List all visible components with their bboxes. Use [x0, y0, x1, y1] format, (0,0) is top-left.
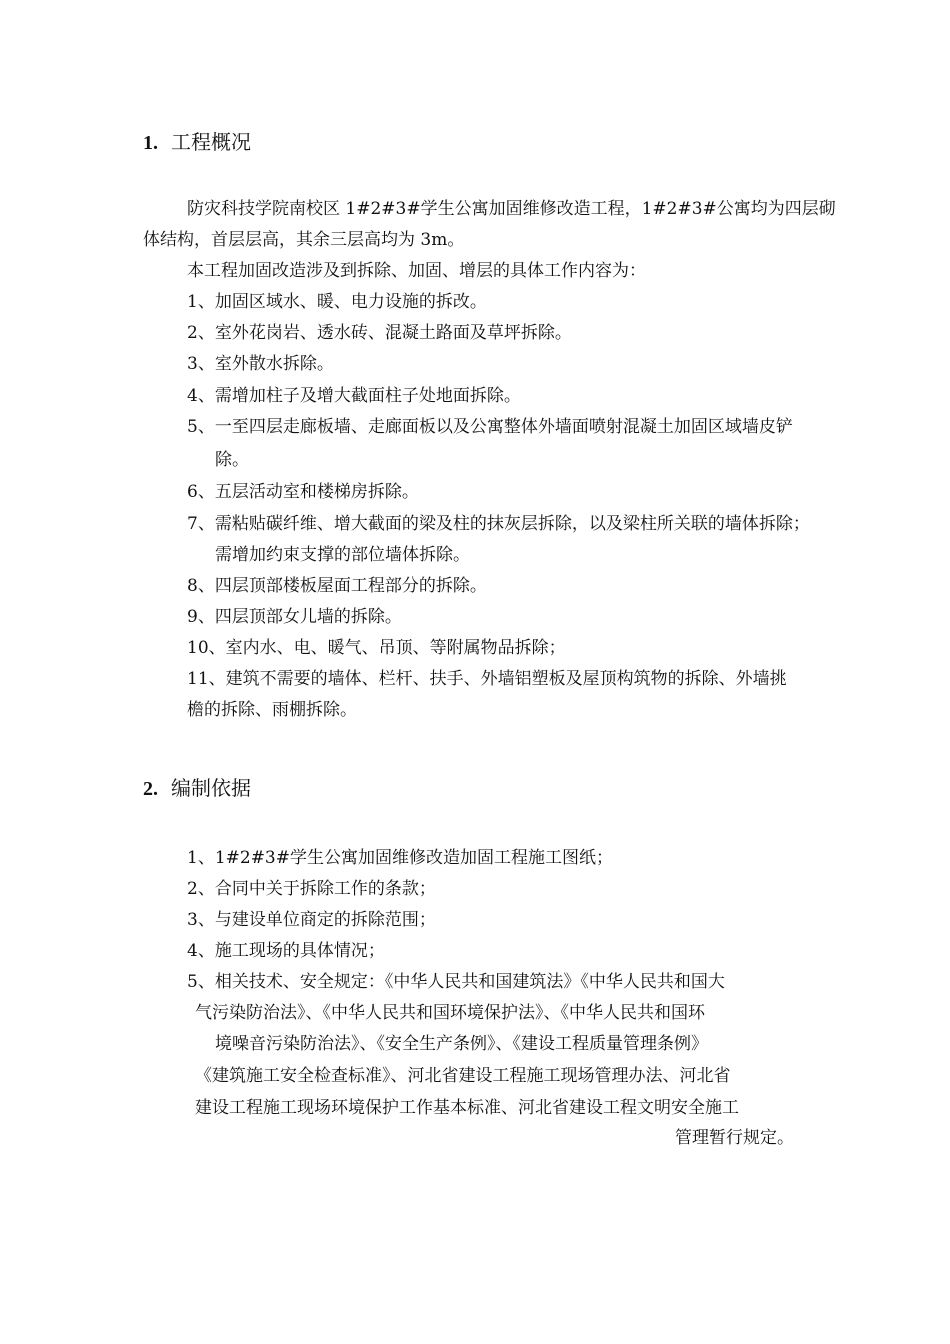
section-2-number: 2.	[143, 778, 158, 800]
list-item: 3、室外散水拆除。	[187, 354, 334, 374]
list-item: 9、四层顶部女儿墙的拆除。	[187, 607, 402, 627]
intro-line: 防灾科技学院南校区 1#2#3#学生公寓加固维修改造工程，1#2#3#公寓均为四层砌	[187, 199, 836, 219]
section-2-heading	[143, 774, 251, 803]
list-item-continuation: 管理暂行规定。	[675, 1128, 794, 1148]
list-item: 2、室外花岗岩、透水砖、混凝土路面及草坪拆除。	[187, 323, 572, 343]
list-item-continuation: 境噪音污染防治法》、《安全生产条例》、《建设工程质量管理条例》	[215, 1034, 708, 1054]
list-item-continuation: 檐的拆除、雨棚拆除。	[187, 700, 357, 720]
intro-line: 本工程加固改造涉及到拆除、加固、增层的具体工作内容为：	[187, 261, 646, 281]
list-item: 7、需粘贴碳纤维、增大截面的梁及柱的抹灰层拆除，以及梁柱所关联的墙体拆除；	[187, 514, 810, 534]
section-1-heading	[143, 128, 251, 157]
list-item: 4、需增加柱子及增大截面柱子处地面拆除。	[187, 386, 521, 406]
list-item: 10、室内水、电、暖气、吊顶、等附属物品拆除；	[187, 638, 566, 658]
list-item: 1、1#2#3#学生公寓加固维修改造加固工程施工图纸；	[187, 848, 613, 868]
list-item-continuation: 建设工程施工现场环境保护工作基本标准、河北省建设工程文明安全施工	[195, 1098, 739, 1118]
list-item: 8、四层顶部楼板屋面工程部分的拆除。	[187, 576, 487, 596]
list-item: 5、一至四层走廊板墙、走廊面板以及公寓整体外墙面喷射混凝土加固区域墙皮铲	[187, 417, 793, 437]
list-item: 6、五层活动室和楼梯房拆除。	[187, 482, 419, 502]
list-item-continuation: 气污染防治法》、《中华人民共和国环境保护法》、《中华人民共和国环	[195, 1003, 705, 1023]
list-item: 4、施工现场的具体情况；	[187, 941, 385, 961]
section-2-title: 编制依据	[171, 776, 251, 800]
list-item: 5、相关技术、安全规定：《中华人民共和国建筑法》《中华人民共和国大	[187, 972, 725, 992]
list-item-continuation: 除。	[215, 450, 249, 470]
section-1-number: 1.	[143, 132, 158, 154]
list-item-continuation: 需增加约束支撑的部位墙体拆除。	[215, 545, 470, 565]
list-item-continuation: 《建筑施工安全检查标准》、河北省建设工程施工现场管理办法、河北省	[195, 1066, 731, 1086]
list-item: 1、加固区域水、暖、电力设施的拆改。	[187, 292, 487, 312]
list-item: 11、建筑不需要的墙体、栏杆、扶手、外墙铝塑板及屋顶构筑物的拆除、外墙挑	[187, 669, 787, 689]
list-item: 3、与建设单位商定的拆除范围；	[187, 910, 436, 930]
section-1-title: 工程概况	[171, 130, 251, 154]
intro-line: 体结构，首层层高，其余三层高均为 3m。	[143, 230, 465, 250]
list-item: 2、合同中关于拆除工作的条款；	[187, 879, 436, 899]
